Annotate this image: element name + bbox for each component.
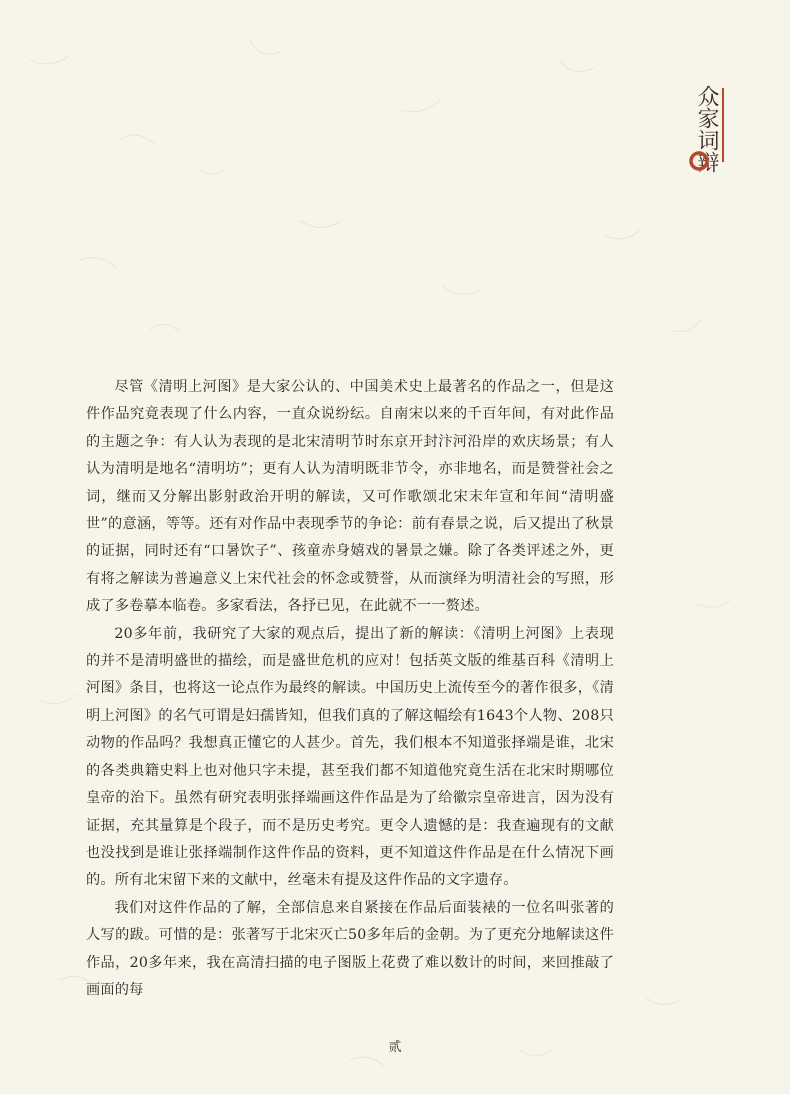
paragraph: 尽管《清明上河图》是大家公认的、中国美术史上最著名的作品之一，但是这件作品究竟表现了什么内容，一直众说纷纭。自南宋以来的千百年间，有对此作品的主题之争：有人认为表现的是北宋清明节时东京开封汴河沿岸的欢庆场景；有人认为清明是地名“清明坊”；更有人认为清明既非节令，亦非地名，而是赞誉社会之词，继而又分解出影射政治开明的解读，又可作歌颂北宋末年宣和年间“清明盛世”的意涵，等等。还有对作品中表现季节的争论：前有春景之说，后又提出了秋景的证据，同时还有“口暑饮子”、孩童赤身嬉戏的暑景之嫌。除了各类评述之外，更有将之解读为普遍意义上宋代社会的怀念或赞誉，从而演绎为明清社会的写照，形成了多卷摹本临卷。多家看法，各抒已见，在此就不一一赘述。 — [86, 379, 614, 615]
body-text — [86, 374, 614, 1004]
chapter-side-title: 众家词辩 — [694, 85, 719, 173]
paragraph: 20多年前，我研究了大家的观点后，提出了新的解读：《清明上河图》上表现的并不是清明盛世的描绘，而是盛世危机的应对！包括英文版的维基百科《清明上河图》条目，也将这一论点作为最终的解读。中国历史上流传至今的著作很多，《清明上河图》的名气可谓是妇孺皆知，但我们真的了解这幅绘有1643个人物、208只动物的作品吗？我想真正懂它的人甚少。首先，我们根本不知道张择端是谁，北宋的各类典籍史料上也对他只字未提，甚至我们都不知道他究竟生活在北宋时期哪位皇帝的治下。虽然有研究表明张择端画这件作品是为了给徽宗皇帝进言，因为没有证据，充其量算是个段子，而不是历史考究。更令人遗憾的是：我查遍现有的文献也没找到是谁让张择端制作这件作品的资料，更不知道这件作品是在什么情况下画的。所有北宋留下来的文献中，丝毫未有提及这件作品的文字遗存。 — [86, 625, 614, 889]
title-rule — [722, 88, 724, 162]
page-number: 贰 — [388, 1040, 402, 1055]
paragraph: 我们对这件作品的了解，全部信息来自紧接在作品后面装裱的一位名叫张著的人写的跋。可惜的是：张著写于北宋灭亡50多年后的金朝。为了更充分地解读这件作品，20多年来，我在高清扫描的电子图版上花费了难以数计的时间，来回推敲了画面的每 — [86, 899, 614, 998]
seal-circle-icon — [688, 150, 710, 172]
